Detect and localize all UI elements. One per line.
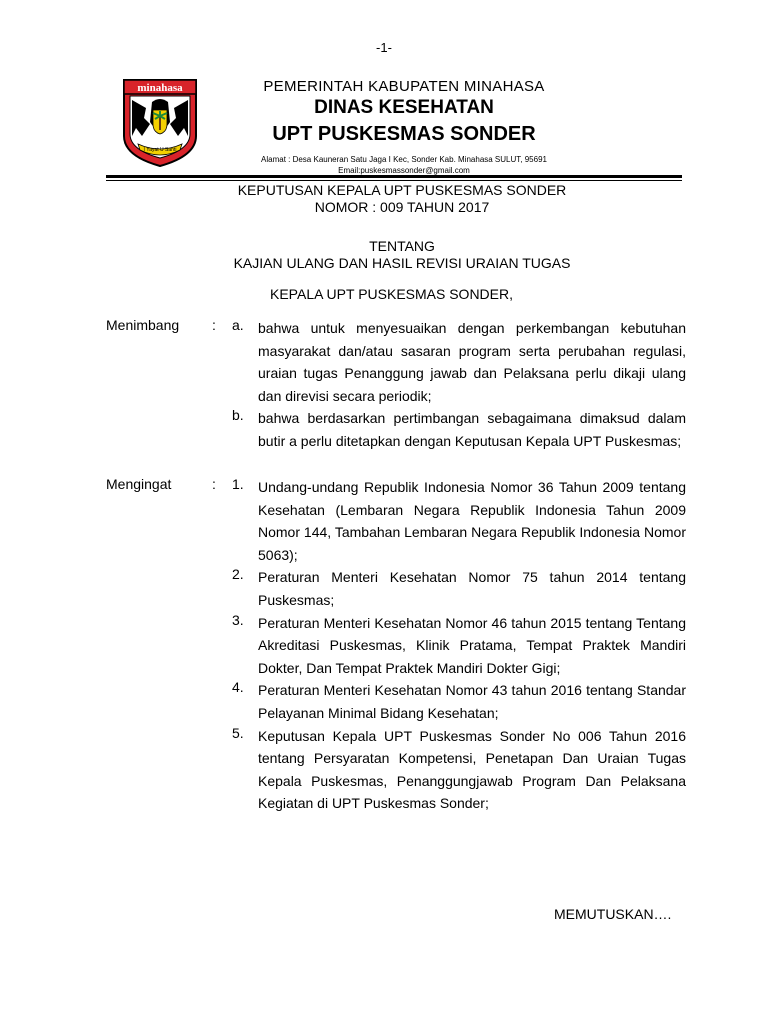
item-marker: b. [232, 407, 244, 424]
letterhead [206, 78, 602, 176]
list-item [232, 612, 686, 680]
minahasa-emblem-logo [122, 78, 198, 168]
item-text: Peraturan Menteri Kesehatan Nomor 75 tahun 2014 tentang Puskesmas; [258, 569, 686, 608]
agency-name: DINAS KESEHATAN [314, 97, 494, 118]
list-item [232, 725, 686, 815]
item-marker: a. [232, 317, 244, 333]
menimbang-list [232, 317, 686, 453]
menimbang-label: Menimbang [106, 317, 180, 333]
emblem-motto: I Yayat U Santi [143, 147, 177, 153]
government-name: PEMERINTAH KABUPATEN MINAHASA [263, 78, 545, 95]
page-number: -1- [376, 40, 392, 55]
decree-subject: KAJIAN ULANG DAN HASIL REVISI URAIAN TUGAS [233, 255, 571, 271]
list-item [232, 679, 686, 724]
decree-title-block [106, 182, 698, 272]
emblem-label: minahasa [137, 82, 183, 94]
list-item [232, 407, 686, 452]
decree-number: NOMOR : 009 TAHUN 2017 [314, 199, 490, 215]
item-marker: 5. [232, 724, 244, 741]
item-marker: 4. [232, 679, 244, 696]
emblem-icon [122, 78, 198, 168]
item-marker: 3. [232, 611, 244, 628]
item-text: Peraturan Menteri Kesehatan Nomor 43 tahun 2016 tentang Standar Pelayanan Minimal Bidang Kesehatan; [258, 682, 686, 721]
address-line: Alamat : Desa Kauneran Satu Jaga I Kec, Sonder Kab. Minahasa SULUT, 95691 [261, 155, 547, 164]
decree-about: TENTANG [369, 238, 435, 254]
list-item [232, 476, 686, 566]
letterhead-divider-thin [106, 180, 682, 181]
mengingat-label: Mengingat [106, 476, 172, 492]
menimbang-colon: : [212, 317, 216, 333]
mengingat-colon: : [212, 476, 216, 492]
unit-name: UPT PUSKESMAS SONDER [272, 123, 536, 145]
item-marker: 2. [232, 566, 244, 583]
item-text: bahwa untuk menyesuaikan dengan perkembangan kebutuhan masyarakat dan/atau sasaran program serta perubahan regulasi, uraian tugas Penanggung jawab dan Pelaksana perlu dikaji ulang dan direvisi secara periodik; [258, 320, 686, 404]
decree-title: KEPUTUSAN KEPALA UPT PUSKESMAS SONDER [237, 182, 567, 198]
closing-memutuskan: MEMUTUSKAN…. [554, 906, 672, 922]
item-text: Peraturan Menteri Kesehatan Nomor 46 tahun 2015 tentang Tentang Akreditasi Puskesmas, Klinik Pratama, Tempat Praktek Mandiri Dokter, Dan Tempat Praktek Mandiri Dokter Gigi; [258, 614, 686, 676]
item-text: bahwa berdasarkan pertimbangan sebagaimana dimaksud dalam butir a perlu ditetapkan dengan Keputusan Kepala UPT Puskesmas; [258, 410, 686, 449]
item-text: Undang-undang Republik Indonesia Nomor 36 Tahun 2009 tentang Kesehatan (Lembaran Negara Republik Indonesia Tahun 2009 Nomor 144, Tambahan Lembaran Negara Republik Indonesia Nomor 5063); [258, 479, 686, 563]
mengingat-list [232, 476, 686, 815]
item-text: Keputusan Kepala UPT Puskesmas Sonder No 006 Tahun 2016 tentang Persyaratan Kompetensi, Penetapan Dan Uraian Tugas Kepala Puskesmas, Penanggungjawab Program Dan Pelaksana Kegiatan di UPT Puskesmas Sonder; [258, 727, 686, 812]
decree-head: KEPALA UPT PUSKESMAS SONDER, [270, 286, 514, 302]
letterhead-divider-thick [106, 175, 682, 178]
list-item [232, 317, 686, 407]
item-marker: 1. [232, 476, 244, 492]
list-item [232, 566, 686, 611]
email-line: Email:puskesmassonder@gmail.com [338, 166, 470, 175]
